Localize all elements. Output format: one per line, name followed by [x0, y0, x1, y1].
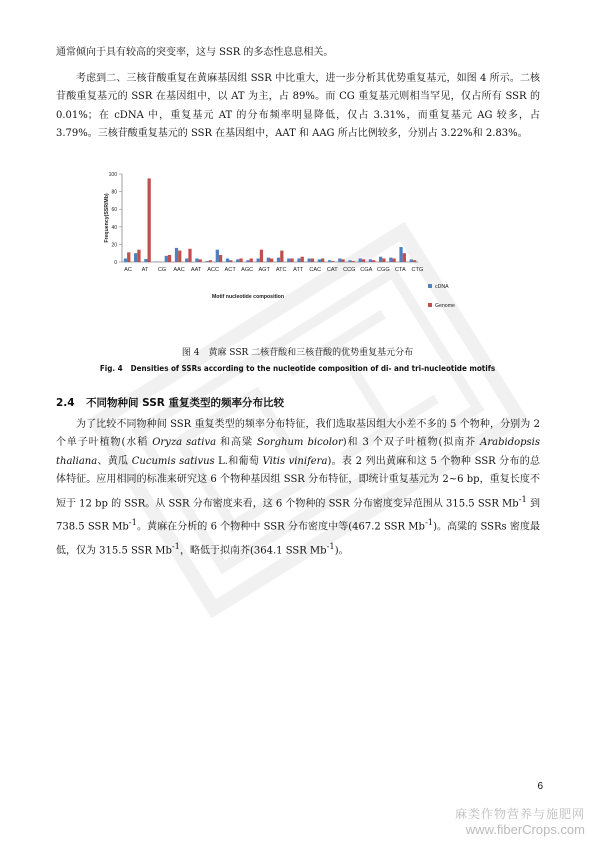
- bar-genome-atg: [270, 258, 273, 262]
- bar-genome-cac: [290, 258, 293, 262]
- bar-cdna-cgc: [348, 260, 351, 262]
- bar-cdna-cca: [318, 259, 321, 262]
- bar-cdna-ag: [134, 253, 137, 262]
- bar-genome-act: [219, 255, 222, 262]
- bar-cdna-cta: [379, 257, 382, 262]
- bar-cdna-cat: [308, 258, 311, 262]
- bar-cdna-aac: [165, 256, 168, 262]
- bar-cdna-cga: [338, 258, 341, 262]
- bar-cdna-acc: [195, 258, 198, 262]
- bar-genome-cag: [301, 257, 304, 262]
- bar-cdna-ctt: [410, 259, 413, 262]
- x-tick-label: ACT: [224, 267, 236, 273]
- x-tick-label: AAT: [190, 267, 202, 273]
- x-tick-label: ATC: [275, 267, 287, 273]
- bar-chart: [100, 158, 500, 322]
- x-tick-label: AAC: [173, 267, 185, 273]
- bar-genome-ag: [137, 250, 140, 262]
- bar-cdna-agg: [236, 259, 239, 262]
- y-tick-label: 60: [111, 207, 117, 214]
- bar-cdna-ctg: [399, 247, 402, 262]
- bar-genome-at: [148, 178, 151, 262]
- bar-genome-aat: [188, 249, 191, 262]
- legend-swatch-cdna: [428, 284, 432, 288]
- bar-genome-atc: [260, 250, 263, 262]
- bar-genome-cta: [382, 258, 385, 262]
- bar-cdna-agc: [226, 258, 229, 262]
- section-number: 2.4: [56, 397, 75, 409]
- page-number: 6: [537, 781, 543, 792]
- figure-caption-cn: 图 4 黄麻 SSR 二核苷酸和三核苷酸的优势重复基元分布: [181, 348, 414, 358]
- figure-caption-en: Fig. 4 Densities of SSRs according to the nucleotide composition of di- and tri-nucleotide motifs: [99, 364, 496, 373]
- legend-label-genome: Genome: [435, 303, 455, 309]
- watermark-corner: [455, 806, 585, 838]
- bar-genome-agt: [250, 258, 253, 262]
- bar-genome-acc: [199, 259, 202, 262]
- x-tick-label: AT: [141, 267, 149, 273]
- bar-cdna-atg: [267, 258, 270, 262]
- bar-genome-cca: [321, 258, 324, 262]
- bar-genome-agc: [229, 260, 232, 262]
- x-tick-label: CTG: [411, 267, 424, 273]
- y-tick-label: 0: [114, 260, 117, 266]
- bar-genome-cat: [311, 258, 314, 262]
- bar-cdna-acg: [205, 261, 208, 262]
- x-tick-label: CTA: [394, 267, 406, 273]
- bar-cdna-atc: [257, 258, 260, 262]
- bar-cdna-cag: [297, 258, 300, 262]
- bar-genome-ctt: [413, 260, 416, 262]
- bar-genome-ctc: [392, 258, 395, 262]
- x-tick-label: CAC: [309, 267, 322, 273]
- bar-genome-aac: [168, 255, 171, 262]
- bar-cdna-agt: [246, 260, 249, 262]
- bar-genome-ac: [127, 252, 130, 262]
- bar-genome-cgg: [362, 259, 365, 262]
- section-title: 不同物种间 SSR 重复类型的频率分布比较: [86, 397, 285, 409]
- bar-cdna-cgt: [369, 259, 372, 262]
- bar-genome-ccg: [331, 261, 334, 262]
- bar-genome-att: [280, 251, 283, 262]
- bar-genome-agg: [239, 258, 242, 262]
- x-tick-label: CG: [157, 267, 167, 273]
- legend-label-cdna: cDNA: [435, 284, 449, 290]
- x-tick-label: AGT: [258, 267, 270, 273]
- y-axis-label: Frequency(SSR/Mb): [104, 193, 110, 243]
- bar-cdna-act: [216, 250, 219, 262]
- bar-genome-aag: [178, 251, 181, 262]
- paragraph-1: 通常倾向于具有较高的突变率，这与 SSR 的多态性息息相关。: [56, 47, 334, 58]
- bar-cdna-cgg: [359, 258, 362, 262]
- x-tick-label: CGA: [360, 267, 373, 273]
- x-tick-label: ACC: [207, 267, 220, 273]
- y-tick-label: 80: [111, 189, 117, 196]
- paragraph-3: 为了比较不同物种间 SSR 重复类型的频率分布特征，我们选取基因组大小差不多的 5 个物种，分别为 2 个单子叶植物(水稻 Oryza sativa 和高粱 Sorghum bicolor)和 3 个双子叶植物(拟南芥 Arabidopsis thaliana、黄瓜 Cucumis sativus L.和葡萄 Vitis vinifera)。表 2 列出黄麻和这 5 个物种 SSR 分布的总体特征。应用相同的标准来研究这 6 个物种基因组 SSR 分布特征，即统计重复基元为 2~6 bp，重复长度不短于 12 bp 的 SSR。从 SSR 分布密度来看，这 6 个物种的 SSR 分布密度变异范围从 315.5 SSR $Mb^{-1}$ 到 738.5 SSR $Mb^{-1}$。黄麻在分析的 6 个物种中 SSR 分布密度中等(467.2 SSR $Mb^{-1}$)。高粱的 SSRs 密度最低，仅为 315.5 SSR $Mb^{-1}$，略低于拟南芥(364.1 SSR $Mb^{-1}$)。: [56, 419, 541, 557]
- bar-genome-acg: [209, 260, 212, 262]
- bar-cdna-ac: [124, 258, 127, 262]
- bar-genome-cgc: [352, 261, 355, 262]
- x-tick-label: CCG: [343, 267, 356, 273]
- bar-cdna-ctc: [389, 258, 392, 262]
- bar-cdna-cac: [287, 258, 290, 262]
- watermark-url: www.fiberCrops.com: [465, 822, 585, 837]
- bar-genome-cgt: [372, 260, 375, 262]
- bar-cdna-aag: [175, 248, 178, 262]
- bar-cdna-aat: [185, 258, 188, 262]
- y-tick-label: 20: [111, 242, 117, 249]
- bar-cdna-ccg: [328, 260, 331, 262]
- x-axis-label: Motif nucleotide composition: [211, 294, 285, 300]
- x-tick-label: CGG: [376, 267, 390, 273]
- watermark-text: 麻类作物营养与施肥网: [454, 807, 585, 821]
- x-tick-label: AC: [124, 267, 132, 273]
- x-tick-label: AGC: [241, 267, 254, 273]
- figure-4-chart: [100, 158, 500, 322]
- y-tick-label: 100: [108, 172, 117, 178]
- bar-genome-cga: [341, 259, 344, 262]
- legend-swatch-genome: [428, 303, 432, 307]
- x-tick-label: ATT: [293, 267, 304, 273]
- bar-cdna-at: [144, 259, 147, 262]
- section-heading: [56, 395, 284, 410]
- bar-cdna-att: [277, 258, 280, 262]
- paragraph-2: 考虑到二、三核苷酸重复在黄麻基因组 SSR 中比重大，进一步分析其优势重复基元，如图 4 所示。二核苷酸重复基元的 SSR 在基因组中，以 AT 为主，占 89%。而 CG 重复基元则相当罕见，仅占所有 SSR 的 0.01%；在 cDNA 中，重复基元 AT 的分布频率明显降低，仅占 3.31%，而重复基元 AG 较多，占 3.79%。三核苷酸重复基元的 SSR 在基因组中，AAT 和 AAG 所占比例较多，分别占 3.22%和 2.83%。: [56, 73, 540, 140]
- x-tick-label: CAT: [326, 267, 338, 273]
- bar-genome-ctg: [403, 253, 406, 262]
- y-tick-label: 40: [111, 224, 117, 231]
